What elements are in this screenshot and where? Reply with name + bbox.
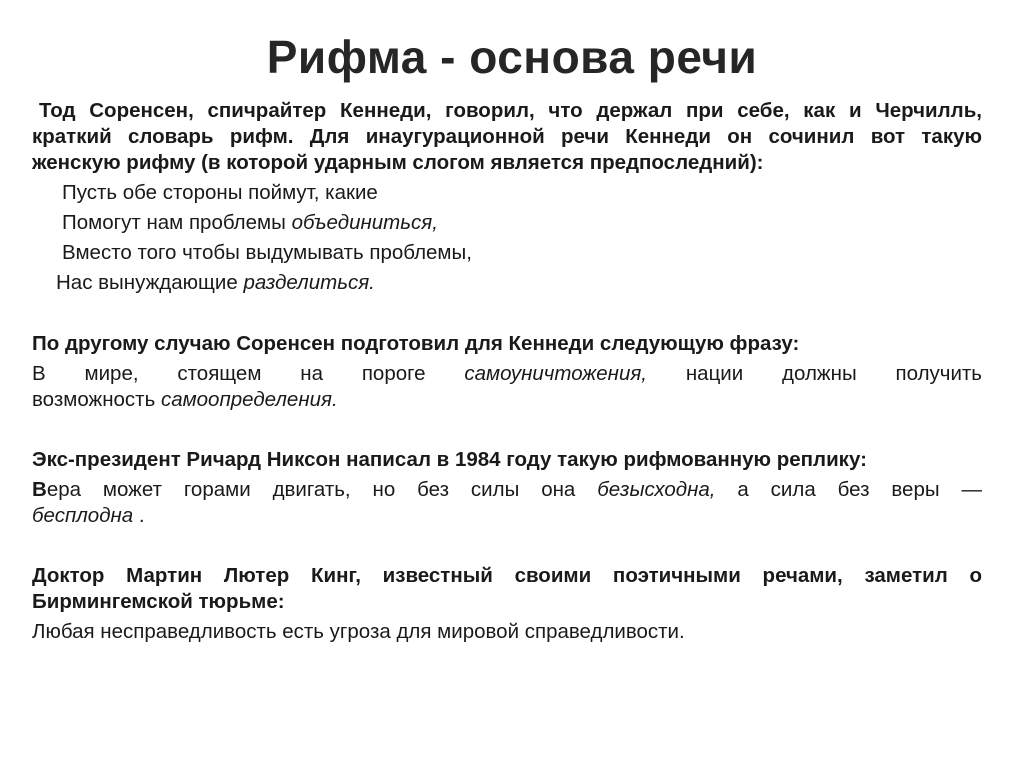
intro-line-3 <box>32 150 982 176</box>
spacer <box>32 529 982 563</box>
sorensen-quote-text-2: возможность <box>32 388 161 411</box>
verse-italic-2: объединиться, <box>291 211 438 234</box>
nixon-quote-tail-1: а сила без веры — <box>737 478 982 501</box>
verse-italic-4: разделиться. <box>243 271 375 294</box>
nixon-heading-text: Экс-президент Ричард Никсон написал в 1984 году такую рифмованную реплику: <box>32 448 867 471</box>
verse-text-3: Вместо того чтобы выдумывать проблемы, <box>62 241 472 264</box>
intro-line-2 <box>32 124 982 150</box>
sorensen-quote-italic-2: самоопределения. <box>160 388 338 411</box>
verse-text-2: Помогут нам проблемы <box>62 211 292 234</box>
intro-text-3: женскую рифму (в которой ударным слогом является предпоследний): <box>32 151 764 174</box>
sorensen-quote-tail-1: нации должны получить <box>685 362 982 385</box>
slide-content <box>32 98 982 645</box>
verse-line-2 <box>32 208 982 238</box>
verse-line-4 <box>32 268 982 298</box>
nixon-quote-tail-2: . <box>133 504 145 527</box>
verse-line-3 <box>32 238 982 268</box>
king-heading-text-1: Доктор Мартин Лютер Кинг, известный своими поэтичными речами, заметил о <box>32 564 982 587</box>
sorensen-quote-text-1: В мире, стоящем на пороге <box>32 362 465 385</box>
sorensen-quote-line-2 <box>32 387 982 413</box>
nixon-quote-line-2 <box>32 503 982 529</box>
sorensen-heading <box>32 331 982 357</box>
nixon-quote-text-1: ера может горами двигать, но без силы она <box>46 478 598 501</box>
king-heading-text-2: Бирмингемской тюрьме: <box>32 590 285 613</box>
spacer <box>32 298 982 331</box>
nixon-quote-bold-initial: В <box>32 478 47 501</box>
king-heading-line-1 <box>32 563 982 589</box>
verse-text-1: Пусть обе стороны поймут, какие <box>62 181 378 204</box>
sorensen-heading-text: По другому случаю Соренсен подготовил для Кеннеди следующую фразу: <box>32 332 800 355</box>
intro-line-1 <box>32 98 982 124</box>
verse-text-4: Нас вынуждающие <box>56 271 244 294</box>
nixon-quote-italic-2: бесплодна <box>32 504 134 527</box>
nixon-quote-italic-1: безысходна, <box>597 478 716 501</box>
slide-title: Рифма - основа речи <box>266 31 758 83</box>
sorensen-quote-line-1 <box>32 361 982 387</box>
verse-line-1 <box>32 178 982 208</box>
nixon-quote-line-1 <box>32 477 982 503</box>
king-quote <box>32 619 982 645</box>
king-heading-line-2 <box>32 589 982 615</box>
king-quote-text: Любая несправедливость есть угроза для мировой справедливости. <box>32 620 685 643</box>
intro-text-1: Тод Соренсен, спичрайтер Кеннеди, говорил, что держал при себе, как и Черчилль, <box>39 99 982 122</box>
intro-text-2: краткий словарь рифм. Для инаугурационной речи Кеннеди он сочинил вот такую <box>32 125 982 148</box>
nixon-heading <box>32 447 982 473</box>
sorensen-quote-italic-1: самоуничтожения, <box>464 362 647 385</box>
spacer <box>32 413 982 447</box>
